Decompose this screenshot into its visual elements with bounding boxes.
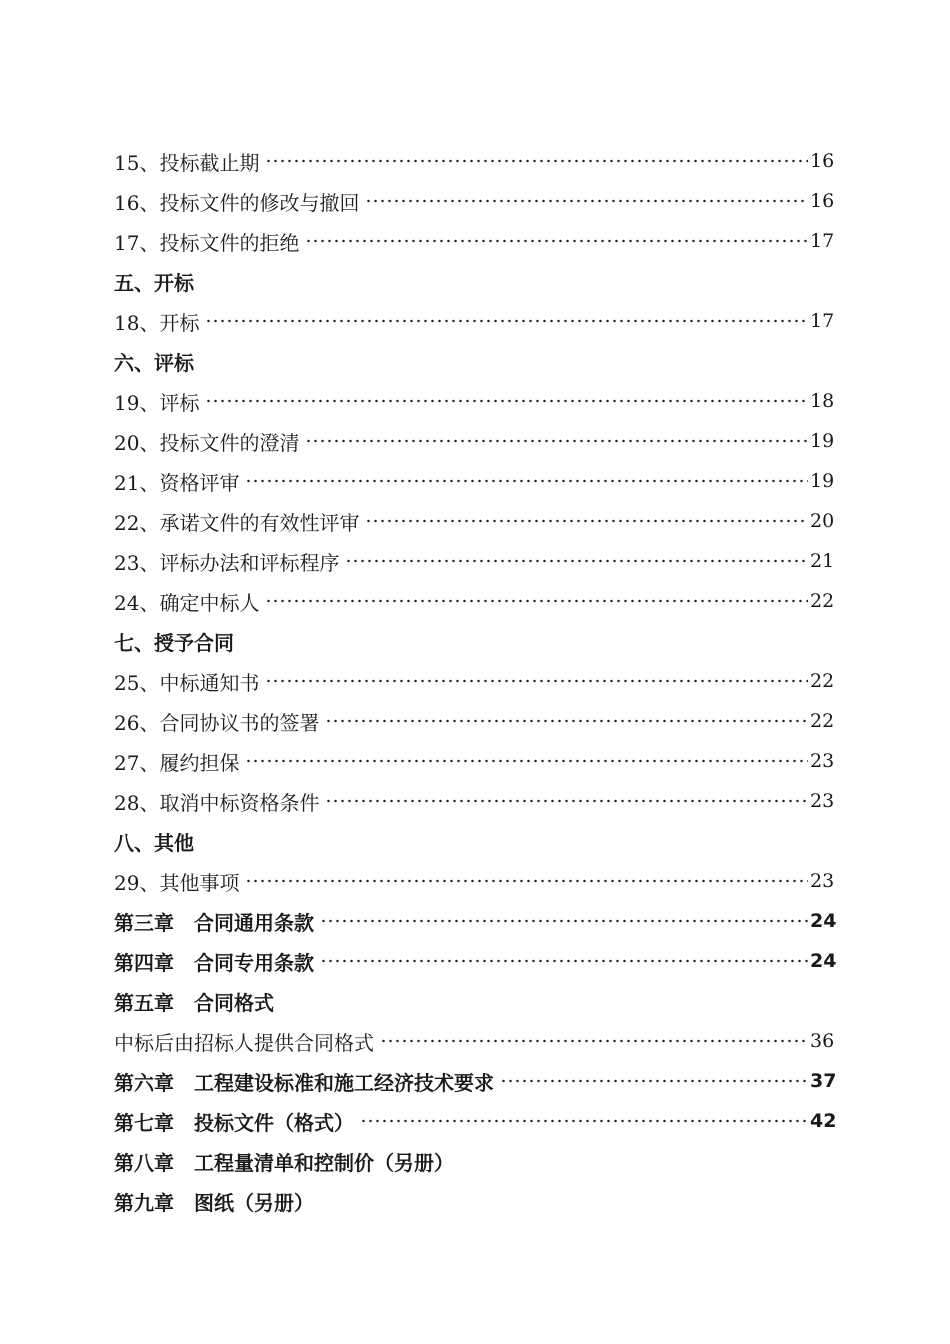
dot-leader bbox=[245, 471, 808, 491]
toc-entry-label: 第七章 投标文件（格式） bbox=[114, 1110, 354, 1135]
toc-page-number: 17 bbox=[810, 310, 835, 332]
toc-entry-label: 15、投标截止期 bbox=[114, 150, 260, 175]
toc-page-number: 23 bbox=[810, 750, 835, 772]
toc-page-number: 21 bbox=[810, 550, 835, 572]
toc-page-number: 16 bbox=[810, 190, 835, 212]
toc-page-number: 17 bbox=[810, 230, 835, 252]
dot-leader bbox=[265, 591, 808, 611]
toc-page-number: 19 bbox=[810, 430, 835, 452]
toc-entry[interactable] bbox=[114, 781, 834, 821]
toc-entry-label: 第六章 工程建设标准和施工经济技术要求 bbox=[114, 1070, 494, 1095]
toc-section-heading[interactable] bbox=[114, 341, 834, 381]
dot-leader bbox=[205, 391, 808, 411]
dot-leader bbox=[245, 751, 808, 771]
toc-section-heading[interactable] bbox=[114, 621, 834, 661]
dot-leader bbox=[265, 671, 808, 691]
toc-page-number: 42 bbox=[810, 1110, 837, 1132]
toc-entry[interactable] bbox=[114, 381, 834, 421]
dot-leader bbox=[500, 1071, 808, 1091]
toc-entry-label: 第四章 合同专用条款 bbox=[114, 950, 314, 975]
toc-section-heading[interactable] bbox=[114, 261, 834, 301]
toc-entry-label: 17、投标文件的拒绝 bbox=[114, 230, 300, 255]
toc-entry-label: 24、确定中标人 bbox=[114, 590, 260, 615]
toc-page-number: 37 bbox=[810, 1070, 837, 1092]
toc-entry[interactable] bbox=[114, 541, 834, 581]
toc-entry[interactable] bbox=[114, 701, 834, 741]
toc-page-number: 23 bbox=[810, 870, 835, 892]
toc-entry-label: 25、中标通知书 bbox=[114, 670, 260, 695]
dot-leader bbox=[320, 911, 808, 931]
dot-leader bbox=[365, 511, 808, 531]
toc-page-number: 23 bbox=[810, 790, 835, 812]
toc-entry[interactable] bbox=[114, 1021, 834, 1061]
toc-entry-label: 第九章 图纸（另册） bbox=[114, 1190, 314, 1215]
toc-entry-label: 23、评标办法和评标程序 bbox=[114, 550, 340, 575]
toc-entry[interactable] bbox=[114, 861, 834, 901]
toc-entry-label: 16、投标文件的修改与撤回 bbox=[114, 190, 360, 215]
toc-entry[interactable] bbox=[114, 661, 834, 701]
toc-entry[interactable] bbox=[114, 221, 834, 261]
toc-entry[interactable] bbox=[114, 421, 834, 461]
dot-leader bbox=[205, 311, 808, 331]
toc-page-number: 22 bbox=[810, 590, 835, 612]
toc-section-heading[interactable] bbox=[114, 1181, 834, 1221]
table-of-contents bbox=[114, 141, 837, 1221]
toc-page-number: 24 bbox=[810, 910, 837, 932]
dot-leader bbox=[265, 151, 808, 171]
toc-entry[interactable] bbox=[114, 141, 834, 181]
toc-section-heading[interactable] bbox=[114, 821, 834, 861]
toc-entry-label: 第五章 合同格式 bbox=[114, 990, 274, 1015]
toc-page-number: 18 bbox=[810, 390, 835, 412]
toc-entry-label: 五、开标 bbox=[114, 270, 194, 295]
dot-leader bbox=[305, 431, 808, 451]
toc-entry-label: 八、其他 bbox=[114, 830, 194, 855]
toc-page-number: 36 bbox=[810, 1030, 835, 1052]
toc-entry-label: 中标后由招标人提供合同格式 bbox=[114, 1030, 374, 1055]
toc-page-number: 19 bbox=[810, 470, 835, 492]
toc-section-heading[interactable] bbox=[114, 981, 834, 1021]
dot-leader bbox=[245, 871, 808, 891]
toc-entry-label: 28、取消中标资格条件 bbox=[114, 790, 320, 815]
toc-entry[interactable] bbox=[114, 181, 834, 221]
toc-chapter[interactable] bbox=[114, 941, 837, 981]
dot-leader bbox=[380, 1031, 808, 1051]
toc-entry-label: 18、开标 bbox=[114, 310, 200, 335]
dot-leader bbox=[360, 1111, 808, 1131]
toc-entry-label: 29、其他事项 bbox=[114, 870, 240, 895]
toc-page-number: 16 bbox=[810, 150, 835, 172]
dot-leader bbox=[365, 191, 808, 211]
dot-leader bbox=[305, 231, 808, 251]
toc-section-heading[interactable] bbox=[114, 1141, 834, 1181]
toc-entry-label: 20、投标文件的澄清 bbox=[114, 430, 300, 455]
toc-entry-label: 七、授予合同 bbox=[114, 630, 234, 655]
toc-entry-label: 第八章 工程量清单和控制价（另册） bbox=[114, 1150, 454, 1175]
dot-leader bbox=[325, 791, 808, 811]
toc-entry-label: 22、承诺文件的有效性评审 bbox=[114, 510, 360, 535]
dot-leader bbox=[325, 711, 808, 731]
toc-entry[interactable] bbox=[114, 501, 834, 541]
toc-page-number: 22 bbox=[810, 670, 835, 692]
toc-chapter[interactable] bbox=[114, 1061, 837, 1101]
dot-leader bbox=[320, 951, 808, 971]
toc-entry[interactable] bbox=[114, 461, 834, 501]
toc-entry[interactable] bbox=[114, 741, 834, 781]
toc-entry-label: 第三章 合同通用条款 bbox=[114, 910, 314, 935]
toc-entry[interactable] bbox=[114, 301, 834, 341]
toc-chapter[interactable] bbox=[114, 1101, 837, 1141]
toc-page-number: 20 bbox=[810, 510, 835, 532]
toc-entry-label: 21、资格评审 bbox=[114, 470, 240, 495]
toc-chapter[interactable] bbox=[114, 901, 837, 941]
toc-entry-label: 19、评标 bbox=[114, 390, 200, 415]
toc-entry[interactable] bbox=[114, 581, 834, 621]
toc-page-number: 24 bbox=[810, 950, 837, 972]
toc-entry-label: 26、合同协议书的签署 bbox=[114, 710, 320, 735]
toc-entry-label: 27、履约担保 bbox=[114, 750, 240, 775]
dot-leader bbox=[345, 551, 808, 571]
toc-entry-label: 六、评标 bbox=[114, 350, 194, 375]
toc-page-number: 22 bbox=[810, 710, 835, 732]
